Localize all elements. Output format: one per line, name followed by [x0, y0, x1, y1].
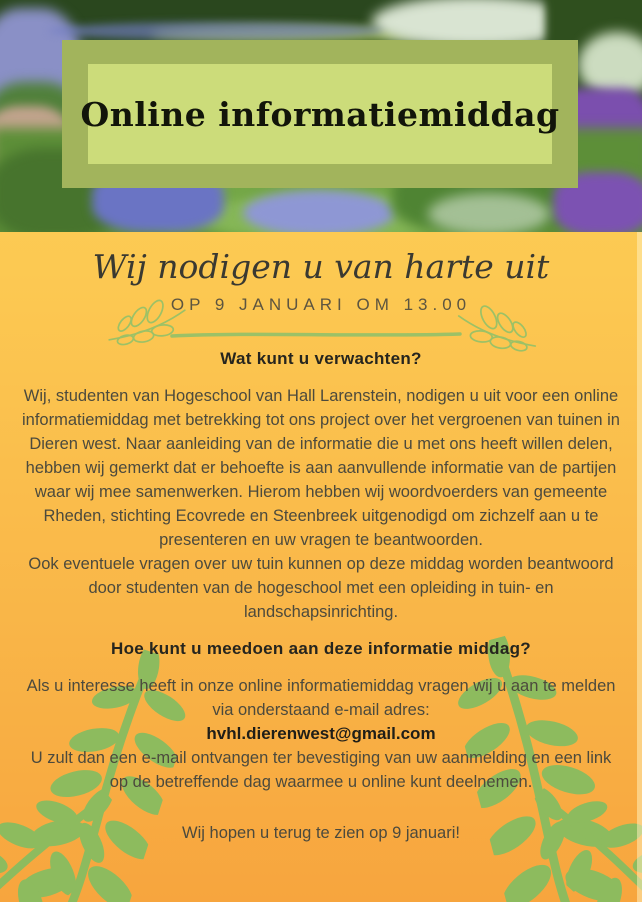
closing-line: Wij hopen u terug te zien op 9 januari!	[182, 824, 460, 842]
section-heading-join: Hoe kunt u meedoen aan deze informatie middag?	[111, 639, 531, 658]
paragraph-expect-2: Ook eventuele vragen over uw tuin kunnen op deze middag worden beantwoord door studenten van de hogeschool met een opleiding in tuin- en landschapsinrichting.	[28, 555, 614, 621]
paragraph-join-1: Als u interesse heeft in onze online informatiemiddag vragen wij u aan te melden via onderstaand e-mail adres:	[26, 677, 616, 719]
photo-shape	[48, 22, 383, 40]
photo-shape	[243, 190, 395, 232]
flyer-body	[0, 238, 642, 845]
page-title: Online informatiemiddag	[80, 94, 560, 134]
paragraph-join-2: U zult dan een e-mail ontvangen ter bevestiging van uw aanmelding en een link op de betreffende dag waarmee u online kunt deelnemen.	[30, 749, 612, 791]
title-banner-inner	[80, 64, 560, 164]
title-banner	[62, 40, 578, 188]
edge-highlight	[637, 232, 642, 902]
section-heading-expect: Wat kunt u verwachten?	[220, 349, 422, 368]
divider-spacer	[0, 315, 642, 349]
paragraph-expect-1: Wij, studenten van Hogeschool van Hall Larenstein, nodigen u uit voor een online informatiemiddag met betrekking tot ons project over het vergroenen van tuinen in Dieren west. Naar aanleiding van de informatie die u met ons heeft willen delen, hebben wij gemerkt dat er behoefte is aan aanvullende informatie van de partijen waar wij mee samenwerken. Hierom hebben wij woordvoerders van gemeente Rheden, stichting Ecovrede en Steenbreek uitgenodigd om zichzelf aan u te presenteren en uw vragen te beantwoorden.	[21, 387, 620, 549]
email-address: hvhl.dierenwest@gmail.com	[206, 724, 436, 743]
photo-shape	[428, 193, 550, 232]
event-date: OP 9 JANUARI OM 13.00	[170, 295, 472, 314]
invite-script-heading: Wij nodigen u van harte uit	[92, 247, 550, 286]
